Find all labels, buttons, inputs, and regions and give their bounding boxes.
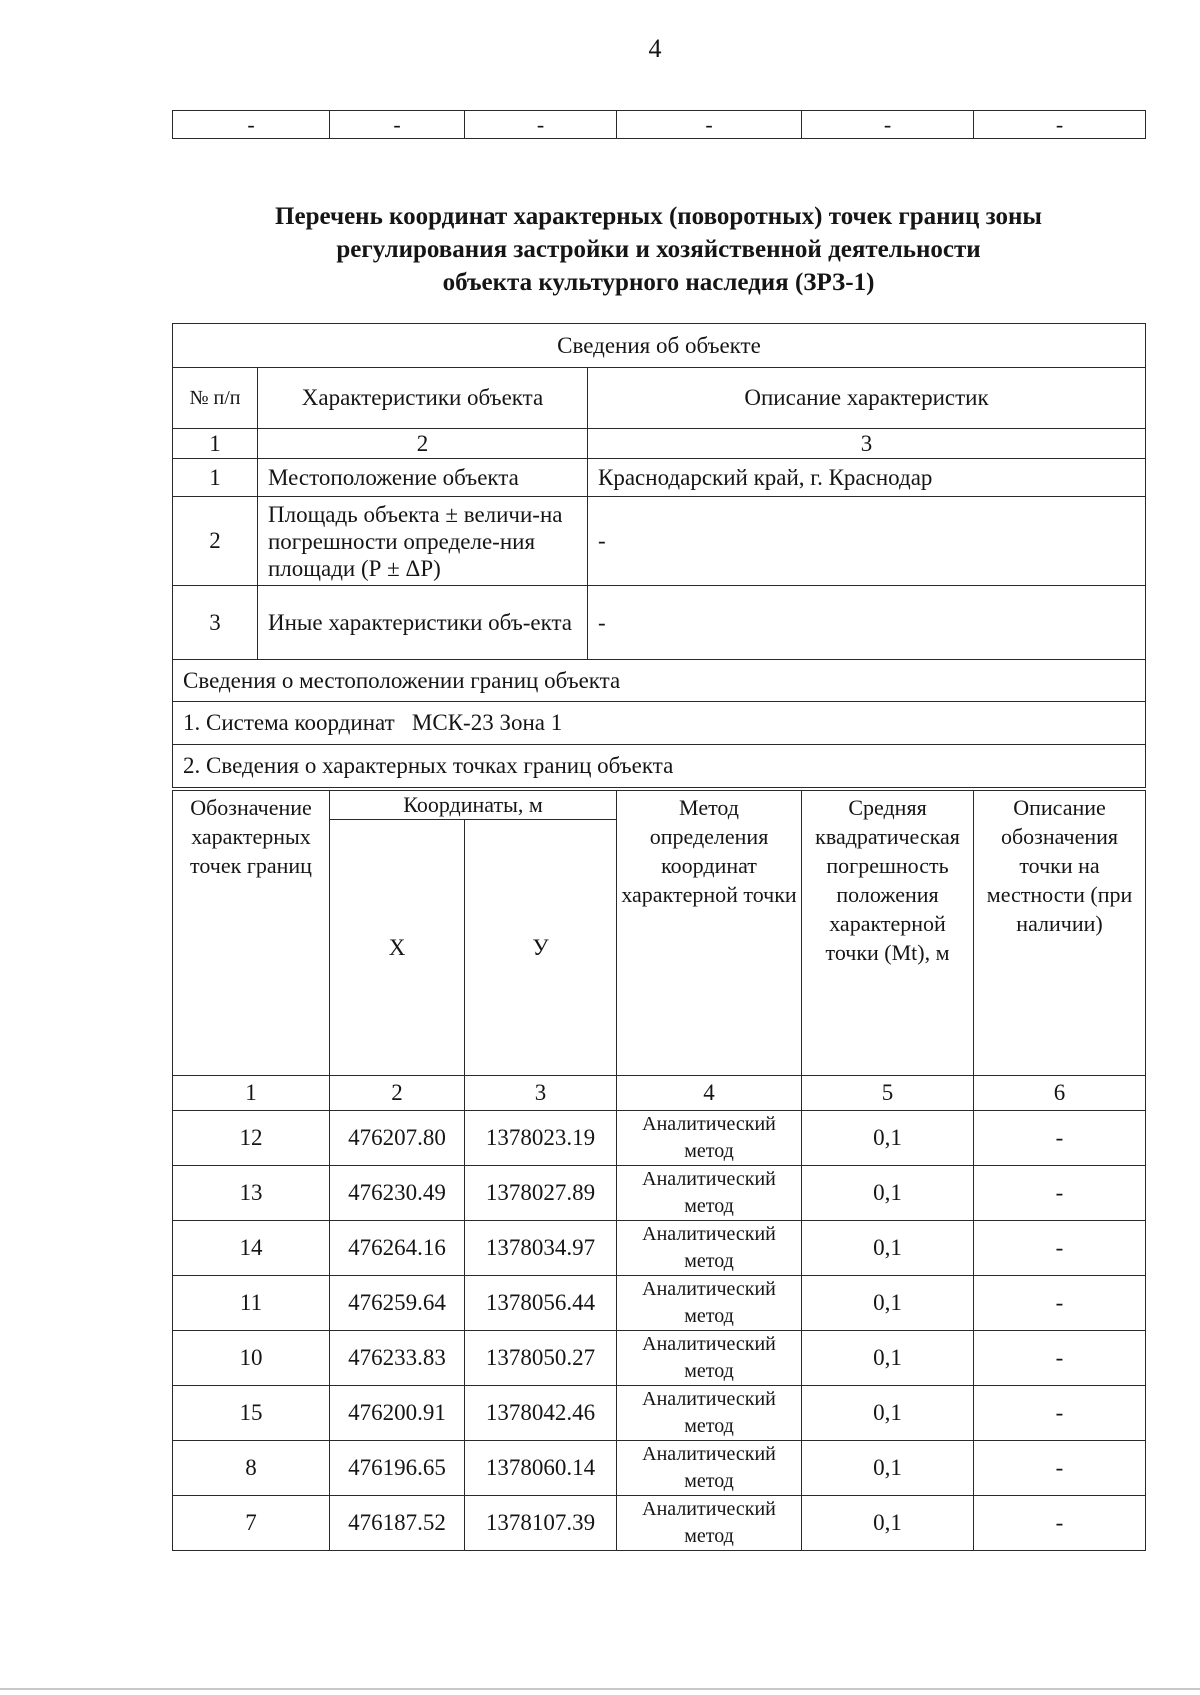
point-designation: 11 <box>173 1276 330 1331</box>
row-number: 3 <box>173 586 258 660</box>
points-table <box>172 790 1146 1551</box>
column-number: 5 <box>802 1076 974 1111</box>
coordinate-x: 476233.83 <box>330 1331 465 1386</box>
point-description: - <box>974 1331 1146 1386</box>
table-row <box>173 324 1146 368</box>
table-row <box>173 1276 1146 1331</box>
column-number: 4 <box>617 1076 802 1111</box>
coordinate-y: 1378042.46 <box>465 1386 617 1441</box>
column-header-description: Описание характеристик <box>588 368 1146 429</box>
coordinate-x: 476200.91 <box>330 1386 465 1441</box>
coordinate-x: 476230.49 <box>330 1166 465 1221</box>
point-description: - <box>974 1386 1146 1441</box>
row-number: 2 <box>173 497 258 586</box>
points-body <box>173 1111 1146 1551</box>
coordinate-y: 1378023.19 <box>465 1111 617 1166</box>
table-row <box>173 1386 1146 1441</box>
description-cell: - <box>588 497 1146 586</box>
mt-cell: 0,1 <box>802 1276 974 1331</box>
point-description: - <box>974 1441 1146 1496</box>
table-row <box>173 745 1146 788</box>
previous-table-continuation <box>172 110 1146 139</box>
table-row <box>173 368 1146 429</box>
column-number: 2 <box>330 1076 465 1111</box>
point-description: - <box>974 1111 1146 1166</box>
method-cell: Аналитический метод <box>617 1111 802 1166</box>
title-line: Перечень координат характерных (поворотных) точек границ зоны <box>275 203 1042 230</box>
table-row <box>173 497 1146 586</box>
point-description: - <box>974 1496 1146 1551</box>
title-line: объекта культурного наследия (ЗРЗ-1) <box>442 269 875 296</box>
column-header-x: Х <box>330 820 465 1076</box>
table-row <box>173 702 1146 745</box>
page-bottom-rule <box>0 1688 1200 1690</box>
table-row <box>173 1496 1146 1551</box>
table-cell: - <box>330 111 465 139</box>
coordinate-y: 1378050.27 <box>465 1331 617 1386</box>
table-cell: - <box>465 111 617 139</box>
section-header: Сведения о местоположении границ объекта <box>173 660 1146 702</box>
column-header-y: У <box>465 820 617 1076</box>
coordinate-y: 1378034.97 <box>465 1221 617 1276</box>
coordinate-y: 1378060.14 <box>465 1441 617 1496</box>
title-line: регулирования застройки и хозяйственной деятельности <box>336 236 981 263</box>
description-cell: Краснодарский край, г. Краснодар <box>588 459 1146 497</box>
column-header-method: Метод определения координат характерной точки <box>617 791 802 1076</box>
column-header-coordinates: Координаты, м <box>330 791 617 820</box>
table-row <box>173 1076 1146 1111</box>
mt-cell: 0,1 <box>802 1386 974 1441</box>
column-header-num: № п/п <box>173 368 258 429</box>
characteristic-cell: Площадь объекта ± величи-на погрешности определе-ния площади (Р ± ΔР) <box>258 497 588 586</box>
coordinate-x: 476259.64 <box>330 1276 465 1331</box>
coordinate-y: 1378056.44 <box>465 1276 617 1331</box>
mt-cell: 0,1 <box>802 1496 974 1551</box>
document-title <box>172 200 1145 299</box>
point-designation: 15 <box>173 1386 330 1441</box>
column-number: 2 <box>258 429 588 459</box>
point-description: - <box>974 1166 1146 1221</box>
column-header-characteristics: Характеристики объекта <box>258 368 588 429</box>
table-row <box>173 111 1146 139</box>
table-cell: - <box>173 111 330 139</box>
column-number: 6 <box>974 1076 1146 1111</box>
point-description: - <box>974 1276 1146 1331</box>
mt-cell: 0,1 <box>802 1331 974 1386</box>
method-cell: Аналитический метод <box>617 1386 802 1441</box>
table-row <box>173 586 1146 660</box>
column-header-description: Описание обозначения точки на местности (при наличии) <box>974 791 1146 1076</box>
characteristic-cell: Иные характеристики объ-екта <box>258 586 588 660</box>
coordinate-x: 476196.65 <box>330 1441 465 1496</box>
point-designation: 10 <box>173 1331 330 1386</box>
column-number: 3 <box>588 429 1146 459</box>
point-designation: 13 <box>173 1166 330 1221</box>
points-section-header: 2. Сведения о характерных точках границ объекта <box>173 745 1146 788</box>
coordinate-y: 1378107.39 <box>465 1496 617 1551</box>
mt-cell: 0,1 <box>802 1111 974 1166</box>
method-cell: Аналитический метод <box>617 1331 802 1386</box>
mt-cell: 0,1 <box>802 1221 974 1276</box>
page-number: 4 <box>648 34 662 63</box>
table-row <box>173 1166 1146 1221</box>
characteristic-cell: Местоположение объекта <box>258 459 588 497</box>
mt-cell: 0,1 <box>802 1166 974 1221</box>
table-row <box>173 459 1146 497</box>
method-cell: Аналитический метод <box>617 1276 802 1331</box>
column-number: 1 <box>173 429 258 459</box>
table-row <box>173 429 1146 459</box>
table-row <box>173 660 1146 702</box>
point-designation: 12 <box>173 1111 330 1166</box>
row-number: 1 <box>173 459 258 497</box>
method-cell: Аналитический метод <box>617 1441 802 1496</box>
column-header-mt: Средняя квадратическая погрешность положения характерной точки (Mt), м <box>802 791 974 1076</box>
coordinate-x: 476264.16 <box>330 1221 465 1276</box>
coordinate-x: 476187.52 <box>330 1496 465 1551</box>
table-cell: - <box>617 111 802 139</box>
column-number: 3 <box>465 1076 617 1111</box>
table-row <box>173 1331 1146 1386</box>
method-cell: Аналитический метод <box>617 1166 802 1221</box>
column-number: 1 <box>173 1076 330 1111</box>
object-info-table <box>172 323 1146 788</box>
coordinate-x: 476207.80 <box>330 1111 465 1166</box>
table-row <box>173 1221 1146 1276</box>
point-designation: 7 <box>173 1496 330 1551</box>
mt-cell: 0,1 <box>802 1441 974 1496</box>
coordinate-system: 1. Система координат МСК-23 Зона 1 <box>173 702 1146 745</box>
table-row <box>173 791 1146 820</box>
description-cell: - <box>588 586 1146 660</box>
section-header: Сведения об объекте <box>173 324 1146 368</box>
point-designation: 14 <box>173 1221 330 1276</box>
coordinate-y: 1378027.89 <box>465 1166 617 1221</box>
method-cell: Аналитический метод <box>617 1496 802 1551</box>
table-cell: - <box>974 111 1146 139</box>
table-cell: - <box>802 111 974 139</box>
method-cell: Аналитический метод <box>617 1221 802 1276</box>
point-designation: 8 <box>173 1441 330 1496</box>
column-header-designation: Обозначение характерных точек границ <box>173 791 330 1076</box>
table-row <box>173 1441 1146 1496</box>
table-row <box>173 1111 1146 1166</box>
point-description: - <box>974 1221 1146 1276</box>
